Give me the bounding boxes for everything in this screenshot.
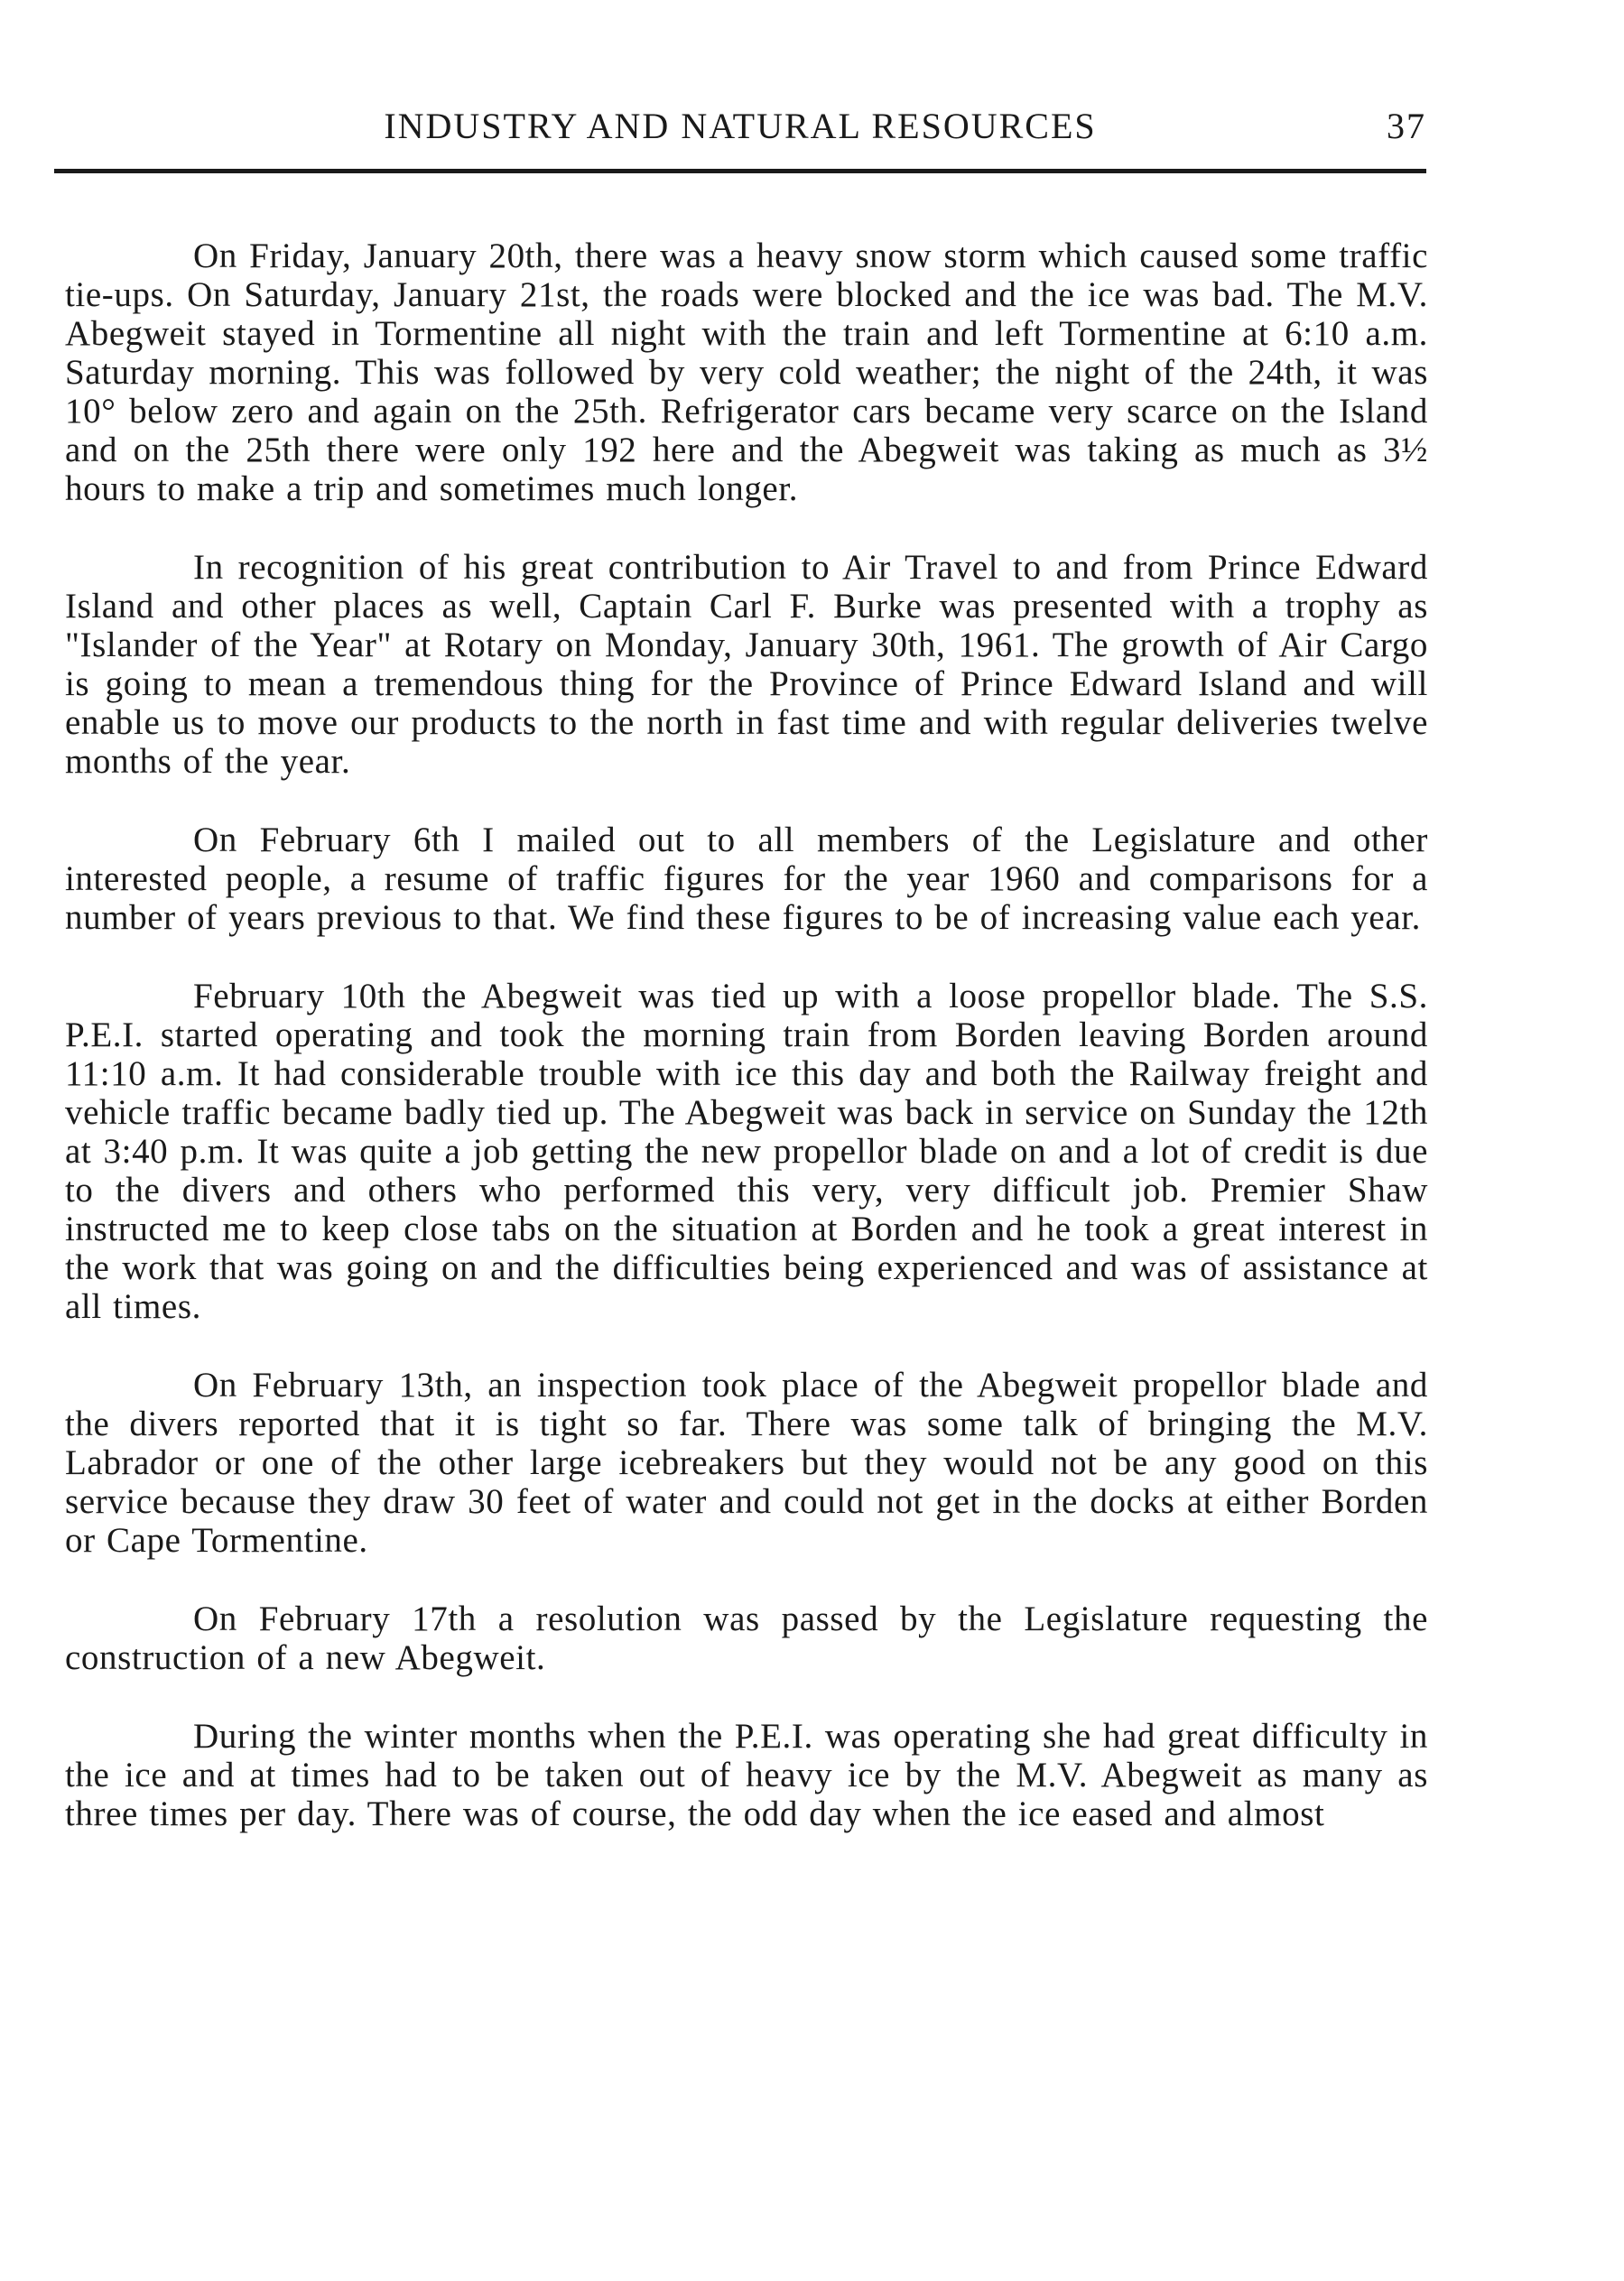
paragraph-islander-of-the-year: In recognition of his great contribution to Air Travel to and from Prince Edward Island and other places as well, Captain Carl F. Burke was presented with a trophy as "Islander of the Year" at Rotary on Monday, January 30th, 1961. The growth of Air Cargo is going to mean a tremendous thing for the Province of Prince Edward Island and will enable us to move our products to the north in fast time and with regular deliveries twelve months of the year. <box>65 548 1428 781</box>
paragraph-propellor-blade: February 10th the Abegweit was tied up with a loose propellor blade. The S.S. P.E.I. started operating and took the morning train from Borden leaving Borden around 11:10 a.m. It had considerable trouble with ice this day and both the Railway freight and vehicle traffic became badly tied up. The Abegweit was back in service on Sunday the 12th at 3:40 p.m. It was quite a job getting the new propellor blade on and a lot of credit is due to the divers and others who performed this very, very difficult job. Premier Shaw instructed me to keep close tabs on the situation at Borden and he took a great interest in the work that was going on and the difficulties being experienced and was of assistance at all times. <box>65 977 1428 1326</box>
paragraph-inspection: On February 13th, an inspection took place of the Abegweit propellor blade and the divers reported that it is tight so far. There was some talk of bringing the M.V. Labrador or one of the other large icebreakers but they would not be any good on this service because they draw 30 feet of water and could not get in the docks at either Borden or Cape Tormentine. <box>65 1366 1428 1560</box>
paragraph-traffic-figures: On February 6th I mailed out to all members of the Legislature and other interested people, a resume of traffic figures for the year 1960 and comparisons for a number of years previous to that. We find these figures to be of increasing value each year. <box>65 821 1428 937</box>
page-number: 37 <box>1387 106 1426 146</box>
running-head <box>54 101 1426 155</box>
body-text <box>65 236 1428 1873</box>
paragraph-resolution: On February 17th a resolution was passed by the Legislature requesting the construction of a new Abegweit. <box>65 1599 1428 1677</box>
paragraph-snow-storm: On Friday, January 20th, there was a heavy snow storm which caused some traffic tie-ups. On Saturday, January 21st, the roads were blocked and the ice was bad. The M.V. Abegweit stayed in Tormentine all night with the train and left Tormentine at 6:10 a.m. Saturday morning. This was followed by very cold weather; the night of the 24th, it was 10° below zero and again on the 25th. Refrigerator cars became very scarce on the Island and on the 25th there were only 192 here and the Abegweit was taking as much as 3½ hours to make a trip and sometimes much longer. <box>65 236 1428 508</box>
running-title: INDUSTRY AND NATURAL RESOURCES <box>384 106 1097 146</box>
paragraph-winter-months: During the winter months when the P.E.I. was operating she had great difficulty in the ice and at times had to be taken out of heavy ice by the M.V. Abegweit as many as three times per day. There was of course, the odd day when the ice eased and almost <box>65 1717 1428 1833</box>
header-rule <box>54 169 1426 173</box>
